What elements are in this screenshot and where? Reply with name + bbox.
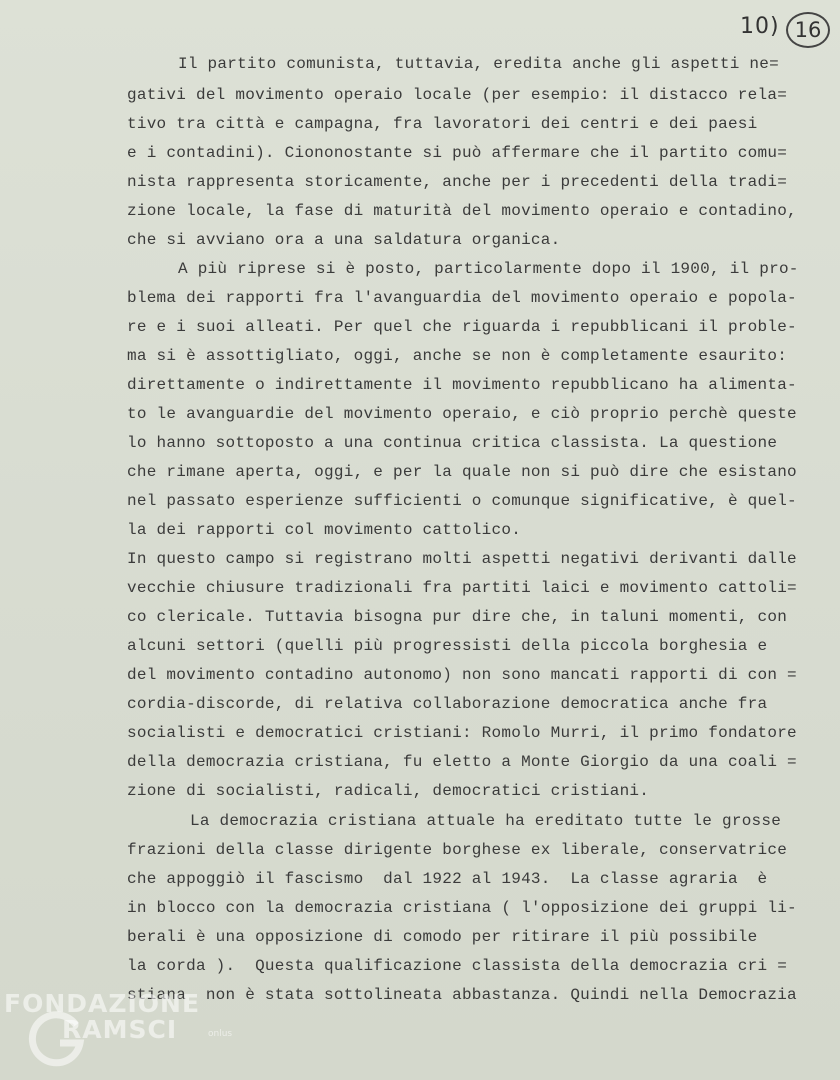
text-line: la corda ). Questa qualificazione classista della democrazia cri = bbox=[127, 957, 788, 975]
text-line: cordia-discorde, di relativa collaborazione democratica anche fra bbox=[127, 695, 768, 713]
text-line: berali è una opposizione di comodo per ritirare il più possibile bbox=[127, 928, 758, 946]
text-line: to le avanguardie del movimento operaio, e ciò proprio perchè queste bbox=[127, 405, 797, 423]
text-line: che appoggiò il fascismo dal 1922 al 1943. La classe agraria è bbox=[127, 870, 768, 888]
text-line: vecchie chiusure tradizionali fra partiti laici e movimento cattoli= bbox=[127, 579, 797, 597]
text-line: stiana non è stata sottolineata abbastanza. Quindi nella Democrazia bbox=[127, 986, 797, 1004]
text-line: e i contadini). Ciononostante si può affermare che il partito comu= bbox=[127, 144, 788, 162]
text-line: che rimane aperta, oggi, e per la quale non si può dire che esistano bbox=[127, 463, 797, 481]
page-number: 10) bbox=[740, 14, 780, 39]
text-line: La democrazia cristiana attuale ha ereditato tutte le grosse bbox=[190, 812, 782, 830]
fondazione-gramsci-watermark bbox=[0, 985, 233, 1080]
watermark-line2: RAMSCI bbox=[62, 1015, 178, 1044]
text-line: ma si è assottigliato, oggi, anche se non è completamente esaurito: bbox=[127, 347, 788, 365]
text-line: blema dei rapporti fra l'avanguardia del movimento operaio e popola- bbox=[127, 289, 797, 307]
text-line: co clericale. Tuttavia bisogna pur dire che, in taluni momenti, con bbox=[127, 608, 788, 626]
archive-number-circled: 16 bbox=[786, 12, 830, 48]
text-line: della democrazia cristiana, fu eletto a Monte Giorgio da una coali = bbox=[127, 753, 797, 771]
text-line: Il partito comunista, tuttavia, eredita anche gli aspetti ne= bbox=[178, 55, 779, 73]
text-line: zione locale, la fase di maturità del movimento operaio e contadino, bbox=[127, 202, 797, 220]
text-line: in blocco con la democrazia cristiana ( l'opposizione dei gruppi li- bbox=[127, 899, 797, 917]
text-line: tivo tra città e campagna, fra lavoratori dei centri e dei paesi bbox=[127, 115, 758, 133]
watermark-line1: FONDAZIONE bbox=[4, 989, 201, 1018]
text-line: socialisti e democratici cristiani: Romolo Murri, il primo fondatore bbox=[127, 724, 797, 742]
text-line: frazioni della classe dirigente borghese ex liberale, conservatrice bbox=[127, 841, 788, 859]
text-line: che si avviano ora a una saldatura organica. bbox=[127, 231, 561, 249]
text-line: nel passato esperienze sufficienti o comunque significative, è quel- bbox=[127, 492, 797, 510]
text-line: zione di socialisti, radicali, democratici cristiani. bbox=[127, 782, 650, 800]
text-line: la dei rapporti col movimento cattolico. bbox=[127, 521, 522, 539]
text-line: nista rappresenta storicamente, anche per i precedenti della tradi= bbox=[127, 173, 788, 191]
text-line: lo hanno sottoposto a una continua critica classista. La questione bbox=[127, 434, 778, 452]
text-line: In questo campo si registrano molti aspetti negativi derivanti dalle bbox=[127, 550, 797, 568]
watermark-sub: onlus bbox=[208, 1029, 233, 1039]
text-line: alcuni settori (quelli più progressisti della piccola borghesia e bbox=[127, 637, 768, 655]
text-line: A più riprese si è posto, particolarmente dopo il 1900, il pro- bbox=[178, 260, 799, 278]
text-line: gativi del movimento operaio locale (per esempio: il distacco rela= bbox=[127, 86, 788, 104]
text-line: del movimento contadino autonomo) non sono mancati rapporti di con = bbox=[127, 666, 797, 684]
text-line: direttamente o indirettamente il movimento repubblicano ha alimenta- bbox=[127, 376, 797, 394]
text-line: re e i suoi alleati. Per quel che riguarda i repubblicani il proble- bbox=[127, 318, 797, 336]
